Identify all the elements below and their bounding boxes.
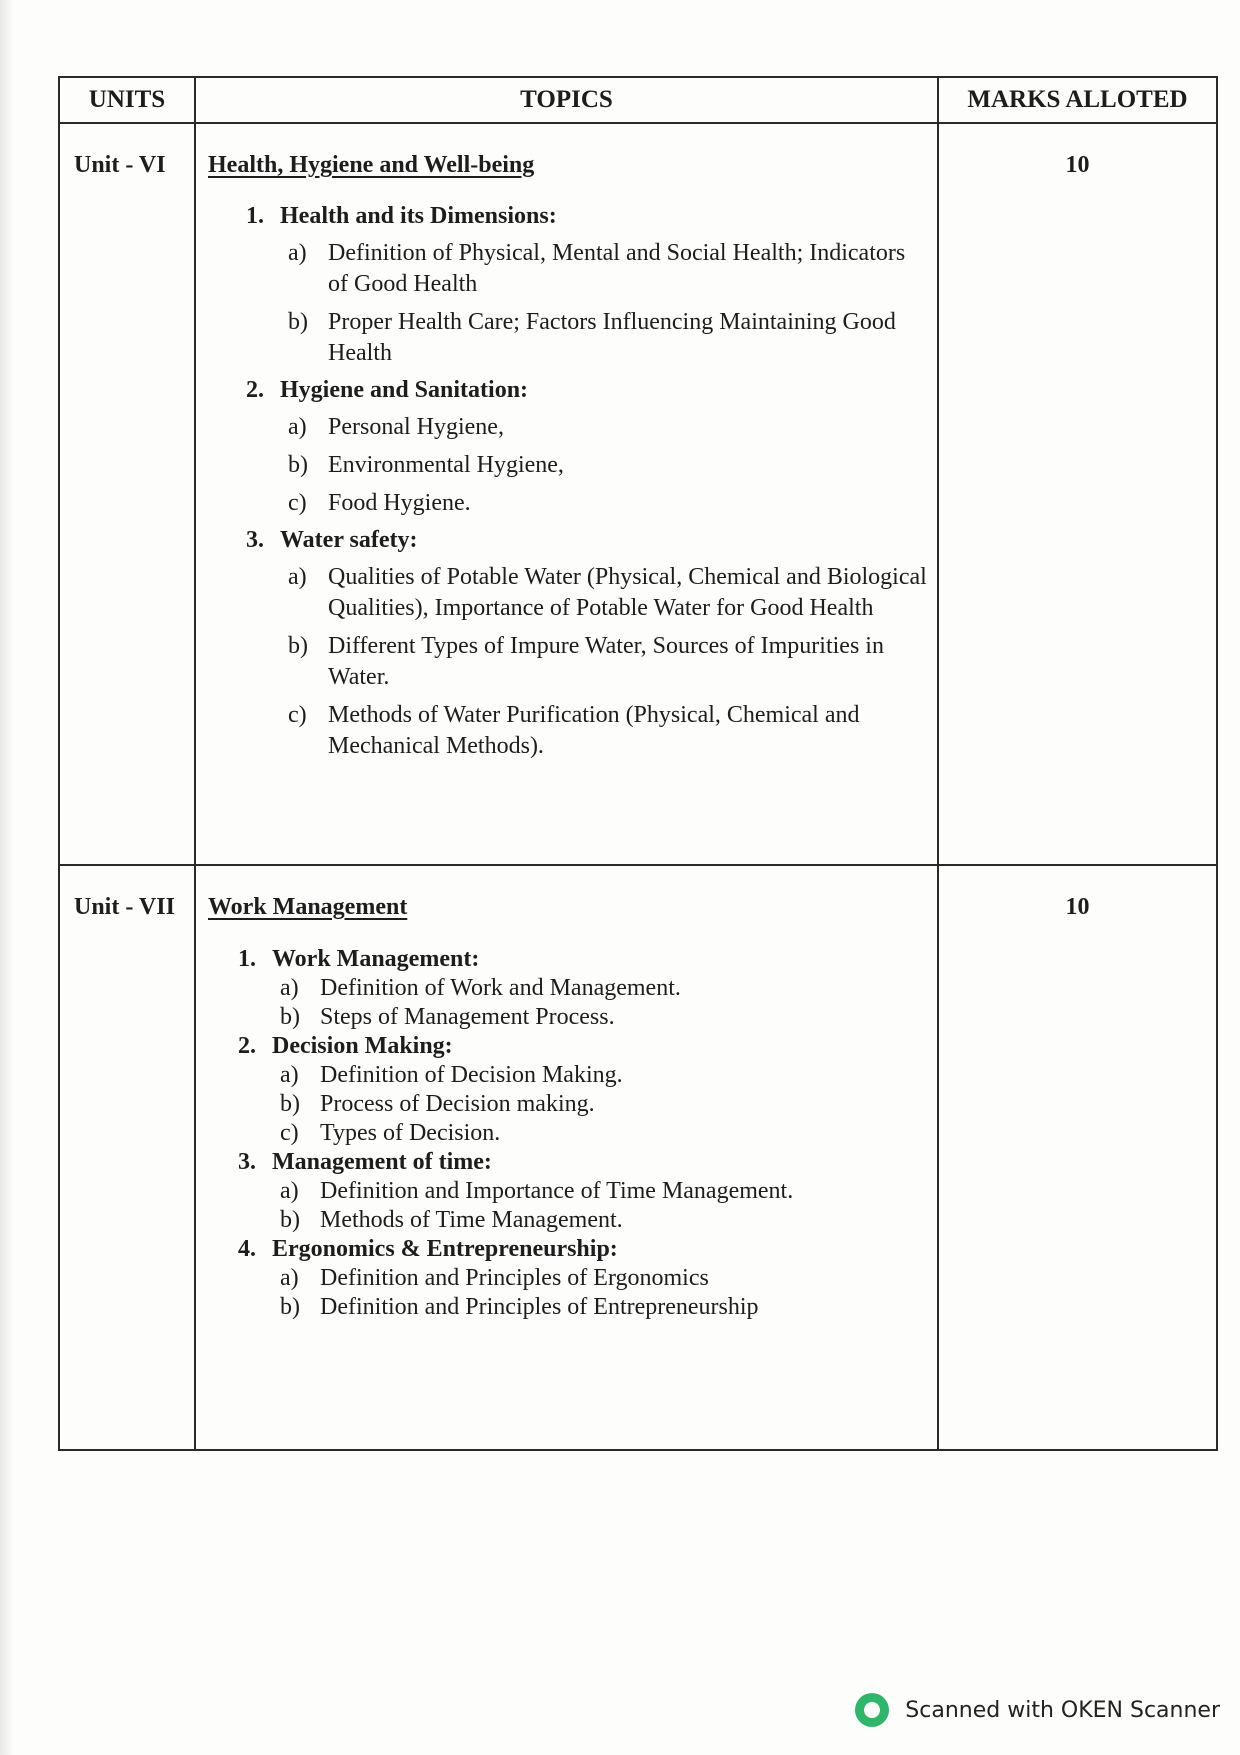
page-edge-shadow [0, 0, 14, 1755]
list-item: b) Process of Decision making. [280, 1091, 595, 1117]
section-list [208, 945, 927, 1322]
list-item: a) Definition of Physical, Mental and Social Health; Indicators of Good Health [288, 240, 906, 297]
syllabus-table [58, 76, 1218, 1451]
topics-cell [195, 865, 938, 1450]
header-topics: TOPICS [195, 77, 938, 123]
section-number: 1. [246, 203, 264, 229]
section [246, 377, 927, 519]
section-number: 2. [246, 377, 264, 403]
section-heading: Ergonomics & Entrepreneurship: [272, 1236, 618, 1262]
list-item: a) Definition and Principles of Ergonomics [280, 1265, 709, 1291]
list-item: b) Environmental Hygiene, [288, 452, 564, 478]
scanner-watermark [855, 1693, 1220, 1727]
list-item: c) Methods of Water Purification (Physical, Chemical and Mechanical Methods). [288, 702, 860, 759]
section-number: 3. [246, 527, 264, 553]
marks-value: 10 [938, 865, 1217, 1450]
list-item: a) Definition and Importance of Time Management. [280, 1178, 794, 1204]
list-item: c) Types of Decision. [280, 1120, 501, 1146]
table-row [59, 123, 1217, 865]
unit-title: Health, Hygiene and Well-being [208, 152, 535, 178]
section-number: 2. [238, 1033, 256, 1059]
list-item: a) Personal Hygiene, [288, 414, 504, 440]
list-item: b) Proper Health Care; Factors Influencing Maintaining Good Health [288, 309, 896, 366]
section-heading: Management of time: [272, 1149, 492, 1175]
marks-value: 10 [938, 123, 1217, 865]
list-item: c) Food Hygiene. [288, 490, 471, 516]
unit-label: Unit - VII [59, 865, 195, 1450]
oken-scanner-logo-icon [855, 1693, 889, 1727]
section-number: 4. [238, 1236, 256, 1262]
topics-cell [195, 123, 938, 865]
section-number: 3. [238, 1149, 256, 1175]
unit-title: Work Management [208, 894, 408, 920]
section [238, 1032, 927, 1148]
unit-label: Unit - VI [59, 123, 195, 865]
list-item: b) Definition and Principles of Entrepreneurship [280, 1294, 759, 1320]
list-item: b) Steps of Management Process. [280, 1004, 615, 1030]
header-marks: MARKS ALLOTED [938, 77, 1217, 123]
section-number: 1. [238, 946, 256, 972]
list-item: a) Definition of Work and Management. [280, 975, 681, 1001]
section [238, 945, 927, 1032]
section [238, 1148, 927, 1235]
section [238, 1235, 927, 1322]
list-item: b) Methods of Time Management. [280, 1207, 623, 1233]
section [246, 203, 927, 369]
table-header-row [59, 77, 1217, 123]
section-heading: Work Management: [272, 946, 480, 972]
list-item: a) Definition of Decision Making. [280, 1062, 623, 1088]
header-units: UNITS [59, 77, 195, 123]
section [246, 527, 927, 762]
section-heading: Decision Making: [272, 1033, 453, 1059]
section-heading: Health and its Dimensions: [280, 203, 557, 229]
list-item: b) Different Types of Impure Water, Sources of Impurities in Water. [288, 633, 884, 690]
section-heading: Water safety: [280, 527, 418, 553]
list-item: a) Qualities of Potable Water (Physical, Chemical and Biological Qualities), Importance of Potable Water for Good Health [288, 564, 927, 621]
section-list [208, 203, 927, 762]
table-row [59, 865, 1217, 1450]
section-heading: Hygiene and Sanitation: [280, 377, 529, 403]
scanner-text: Scanned with OKEN Scanner [905, 1697, 1220, 1723]
